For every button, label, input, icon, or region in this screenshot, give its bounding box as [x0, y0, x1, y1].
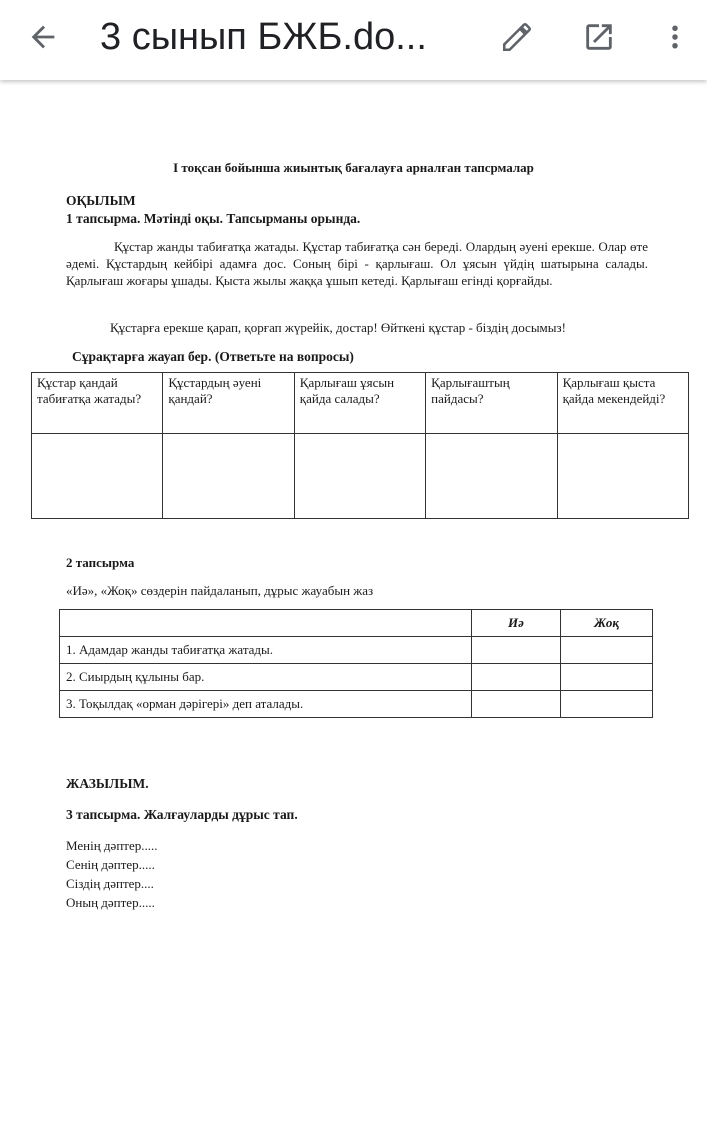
question-cell: Қарлығаштың пайдасы?: [426, 373, 557, 434]
pencil-icon: [500, 20, 534, 54]
fill-in-line: Сенің дәптер.....: [66, 857, 155, 872]
reading-heading: ОҚЫЛЫМ: [66, 193, 136, 208]
statement-text: 2. Сиырдың құлыны бар.: [60, 664, 472, 691]
back-button[interactable]: [18, 14, 68, 60]
statement-row: [60, 637, 653, 664]
document-page: [0, 80, 707, 1121]
document-title: 3 сынып БЖБ.do...: [100, 16, 427, 58]
yes-cell: [472, 637, 561, 664]
answer-cell: [163, 434, 294, 519]
yes-cell: [472, 691, 561, 718]
more-options-button[interactable]: [652, 12, 698, 62]
app-bar: [0, 0, 707, 80]
question-cell: Құстар қандай табиғатқа жатады?: [32, 373, 163, 434]
fill-in-line: Оның дәптер.....: [66, 895, 155, 910]
yes-cell: [472, 664, 561, 691]
answer-cell: [294, 434, 425, 519]
open-in-new-icon: [582, 20, 616, 54]
task3-heading: 3 тапсырма. Жалғауларды дұрыс тап.: [66, 807, 298, 822]
no-cell: [561, 637, 653, 664]
more-vertical-icon: [660, 20, 690, 54]
answer-cell: [32, 434, 163, 519]
no-column-header: Жоқ: [561, 610, 653, 637]
answers-row: [32, 434, 689, 519]
no-cell: [561, 691, 653, 718]
statement-row: [60, 691, 653, 718]
questions-header-row: [32, 373, 689, 434]
answer-cell: [426, 434, 557, 519]
answer-cell: [557, 434, 688, 519]
questions-table: [31, 372, 689, 519]
reading-paragraph-1: Құстар жанды табиғатқа жатады. Құстар табиғатқа сән береді. Олардың әуені ерекше. Олар өте әдемі. Құстардың кейбірі адамға дос. Соның бірі - қарлығаш. Ол ұясын үйдің шатырына салады. Қарлығаш жоғары ұшады. Қыста жылы жаққа ұшып кетеді. Қарлығаш егінді қорғайды.: [66, 239, 648, 288]
no-cell: [561, 664, 653, 691]
statement-text: 1. Адамдар жанды табиғатқа жатады.: [60, 637, 472, 664]
questions-heading: Сұрақтарға жауап бер. (Ответьте на вопросы): [72, 349, 354, 364]
fill-in-line: Сіздің дәптер....: [66, 876, 154, 891]
fill-in-lines: [66, 836, 157, 912]
statement-text: 3. Тоқылдақ «орман дәрігері» деп аталады.: [60, 691, 472, 718]
task1-heading: 1 тапсырма. Мәтінді оқы. Тапсырманы орында.: [66, 211, 361, 226]
yes-no-table: [59, 609, 653, 718]
statement-column-header: [60, 610, 472, 637]
question-cell: Құстардың әуені қандай?: [163, 373, 294, 434]
reading-paragraph-2: Құстарға ерекше қарап, қорғап жүрейік, достар! Өйткені құстар - біздің досымыз!: [110, 320, 566, 335]
assessment-title: І тоқсан бойынша жиынтық бағалауға арналған тапсрмалар: [173, 160, 534, 175]
question-cell: Қарлығаш қыста қайда мекендейді?: [557, 373, 688, 434]
edit-button[interactable]: [492, 12, 542, 62]
yes-no-header-row: [60, 610, 653, 637]
task2-instruction: «Иә», «Жоқ» сөздерін пайдаланып, дұрыс жауабын жаз: [66, 583, 374, 598]
writing-heading: ЖАЗЫЛЫМ.: [66, 776, 149, 791]
question-cell: Қарлығаш ұясын қайда салады?: [294, 373, 425, 434]
yes-column-header: Иә: [472, 610, 561, 637]
task2-heading: 2 тапсырма: [66, 555, 135, 570]
arrow-back-icon: [26, 20, 60, 54]
open-in-new-button[interactable]: [574, 12, 624, 62]
fill-in-line: Менің дәптер.....: [66, 838, 158, 853]
statement-row: [60, 664, 653, 691]
